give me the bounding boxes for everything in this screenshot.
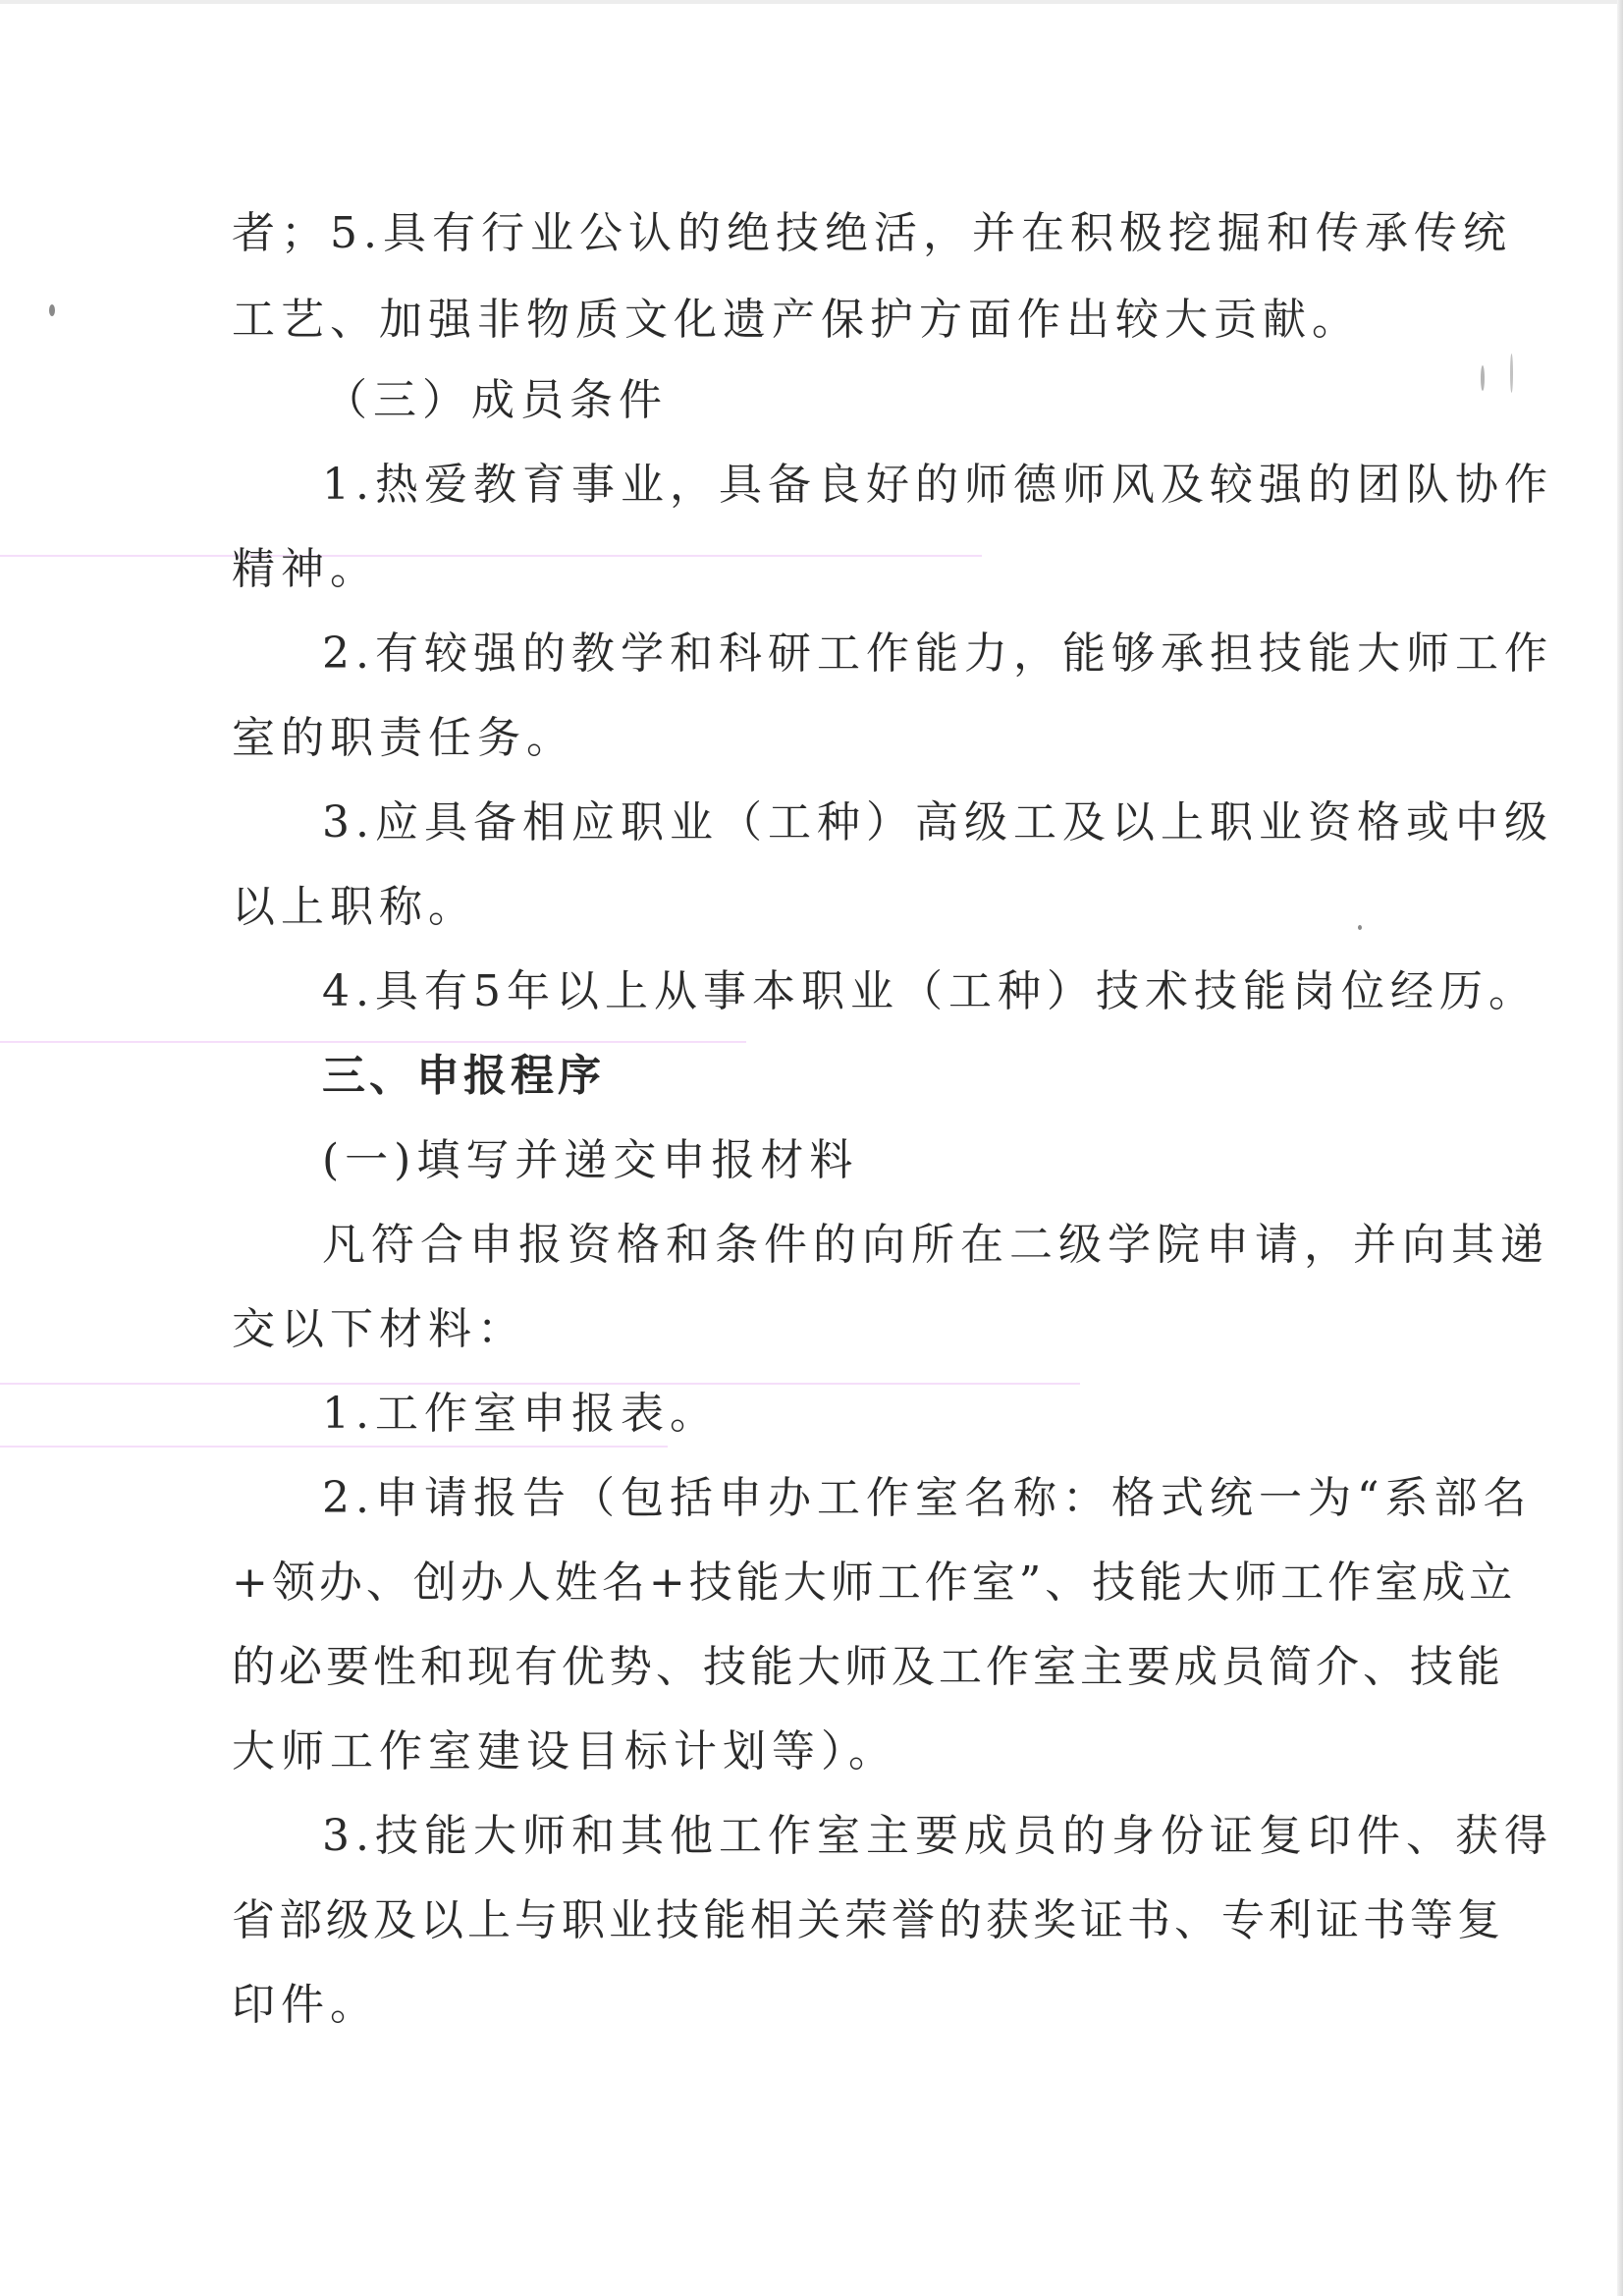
paragraph-line: 大师工作室建设目标计划等）。: [232, 1726, 897, 1777]
paragraph-line: 1.热爱教育事业，具备良好的师德师风及较强的团队协作: [322, 460, 1553, 510]
paragraph-line: 的必要性和现有优势、技能大师及工作室主要成员简介、技能: [232, 1642, 1504, 1692]
paragraph-line: 凡符合申报资格和条件的向所在二级学院申请，并向其递: [322, 1220, 1549, 1270]
section-subheading: （三）成员条件: [324, 375, 668, 425]
scan-tint-band: [0, 1383, 1080, 1385]
scan-speck: [1358, 925, 1362, 930]
paragraph-line: 3.应具备相应职业（工种）高级工及以上职业资格或中级: [322, 797, 1553, 847]
list-item: 3.技能大师和其他工作室主要成员的身份证复印件、获得: [322, 1811, 1553, 1861]
scan-speck: [1481, 365, 1485, 391]
paragraph-line: 以上职称。: [232, 882, 477, 932]
paragraph-line: 印件。: [232, 1980, 379, 2030]
scan-tint-band: [0, 555, 982, 557]
scan-speck: [1510, 354, 1513, 393]
scan-tint-band: [0, 1041, 746, 1043]
paragraph-line: 精神。: [232, 544, 379, 594]
scan-speck: [49, 304, 55, 316]
paragraph-line: 省部级及以上与职业技能相关荣誉的获奖证书、专利证书等复: [232, 1895, 1504, 1945]
list-item: 2.申请报告（包括申办工作室名称：格式统一为“系部名: [322, 1473, 1533, 1523]
scan-tint-band: [0, 1446, 668, 1448]
section-heading: 三、申报程序: [322, 1051, 605, 1101]
paragraph-line: 2.有较强的教学和科研工作能力，能够承担技能大师工作: [322, 629, 1553, 679]
scan-top-edge: [0, 0, 1623, 4]
paragraph-line: +领办、创办人姓名+技能大师工作室”、技能大师工作室成立: [232, 1558, 1517, 1608]
paragraph-line: 者；5.具有行业公认的绝技绝活，并在积极挖掘和传承传统: [232, 208, 1512, 258]
paragraph-line: 工艺、加强非物质文化遗产保护方面作出较大贡献。: [232, 295, 1361, 345]
scan-right-edge: [1617, 0, 1623, 2296]
paragraph-line: 4.具有5年以上从事本职业（工种）技术技能岗位经历。: [322, 966, 1538, 1016]
paragraph-line: 室的职责任务。: [232, 713, 575, 763]
section-subheading: (一)填写并递交申报材料: [322, 1135, 859, 1185]
list-item: 1.工作室申报表。: [322, 1389, 719, 1439]
paragraph-line: 交以下材料：: [232, 1304, 526, 1354]
